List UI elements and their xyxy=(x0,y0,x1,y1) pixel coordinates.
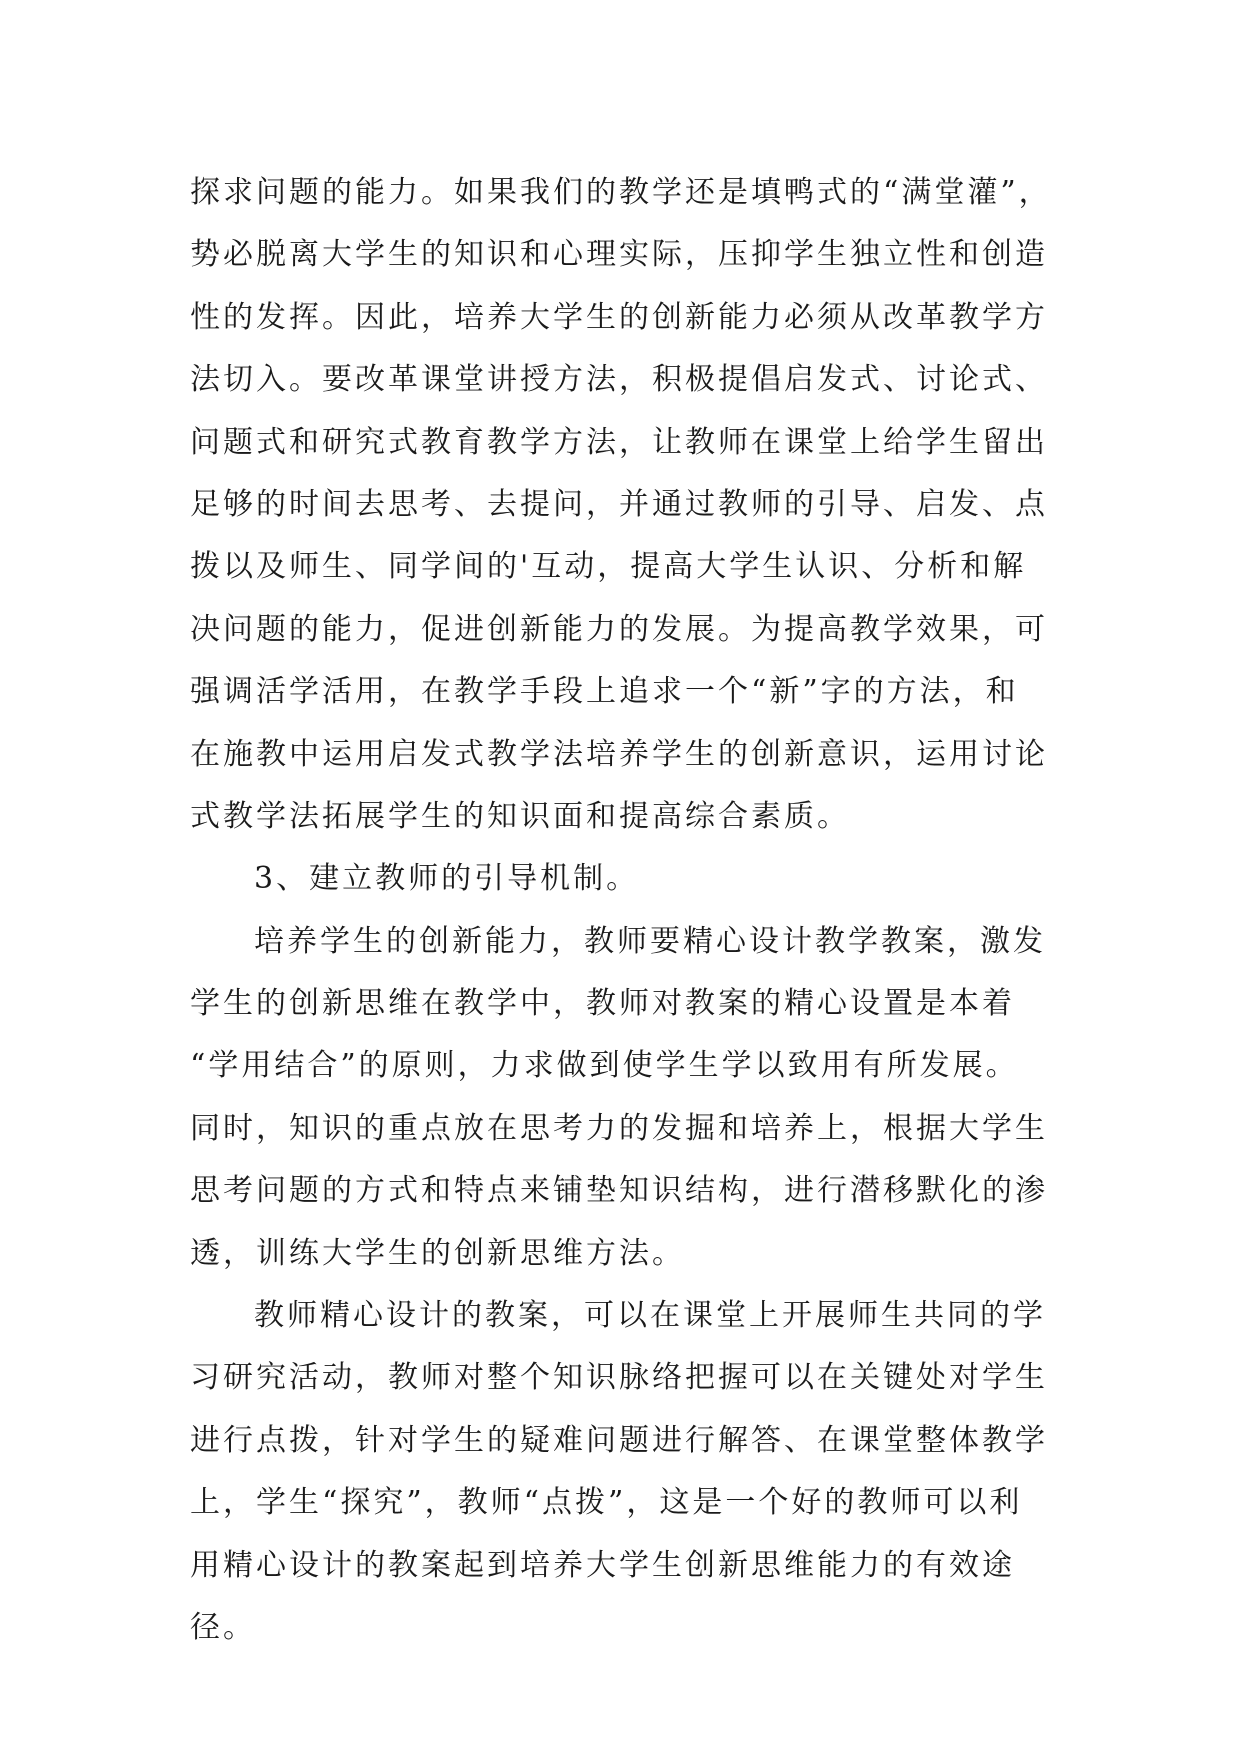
text-line: 探求问题的能力。如果我们的教学还是填鸭式的“满堂灌”， xyxy=(190,175,1052,210)
text-line: 足够的时间去思考、去提问，并通过教师的引导、启发、点 xyxy=(190,486,1048,522)
text-line: 用精心设计的教案起到培养大学生创新思维能力的有效途 xyxy=(190,1547,1015,1583)
text-line: 3、建立教师的引导机制。 xyxy=(254,861,640,897)
text-line: 势必脱离大学生的知识和心理实际，压抑学生独立性和创造 xyxy=(190,237,1048,273)
document-body xyxy=(190,162,1070,1659)
text-line: “学用结合”的原则，力求做到使学生学以致用有所发展。 xyxy=(190,1048,1019,1084)
text-line: 培养学生的创新能力，教师要精心设计教学教案，激发 xyxy=(254,923,1046,959)
text-line: 问题式和研究式教育教学方法，让教师在课堂上给学生留出 xyxy=(190,424,1048,460)
text-line: 上，学生“探究”，教师“点拨”，这是一个好的教师可以利 xyxy=(190,1485,1023,1521)
text-line: 法切入。要改革课堂讲授方法，积极提倡启发式、讨论式、 xyxy=(190,362,1048,398)
text-line: 透，训练大学生的创新思维方法。 xyxy=(190,1235,685,1271)
text-line: 径。 xyxy=(190,1609,256,1645)
text-line: 式教学法拓展学生的知识面和提高综合素质。 xyxy=(190,798,850,834)
text-line: 学生的创新思维在教学中，教师对教案的精心设置是本着 xyxy=(190,986,1015,1022)
text-line: 在施教中运用启发式教学法培养学生的创新意识，运用讨论 xyxy=(190,736,1048,772)
text-line: 习研究活动，教师对整个知识脉络把握可以在关键处对学生 xyxy=(190,1360,1048,1396)
text-line: 强调活学活用，在教学手段上追求一个“新”字的方法，和 xyxy=(190,674,1019,710)
text-line: 性的发挥。因此，培养大学生的创新能力必须从改革教学方 xyxy=(190,299,1048,335)
text-line: 思考问题的方式和特点来铺垫知识结构，进行潜移默化的渗 xyxy=(190,1173,1048,1209)
text-line: 决问题的能力，促进创新能力的发展。为提高教学效果，可 xyxy=(190,611,1048,647)
text-line: 教师精心设计的教案，可以在课堂上开展师生共同的学 xyxy=(254,1298,1046,1334)
text-line: 拨以及师生、同学间的'互动，提高大学生认识、分析和解 xyxy=(190,549,1027,585)
text-line: 同时，知识的重点放在思考力的发掘和培养上，根据大学生 xyxy=(190,1110,1048,1146)
text-line: 进行点拨，针对学生的疑难问题进行解答、在课堂整体教学 xyxy=(190,1422,1048,1458)
